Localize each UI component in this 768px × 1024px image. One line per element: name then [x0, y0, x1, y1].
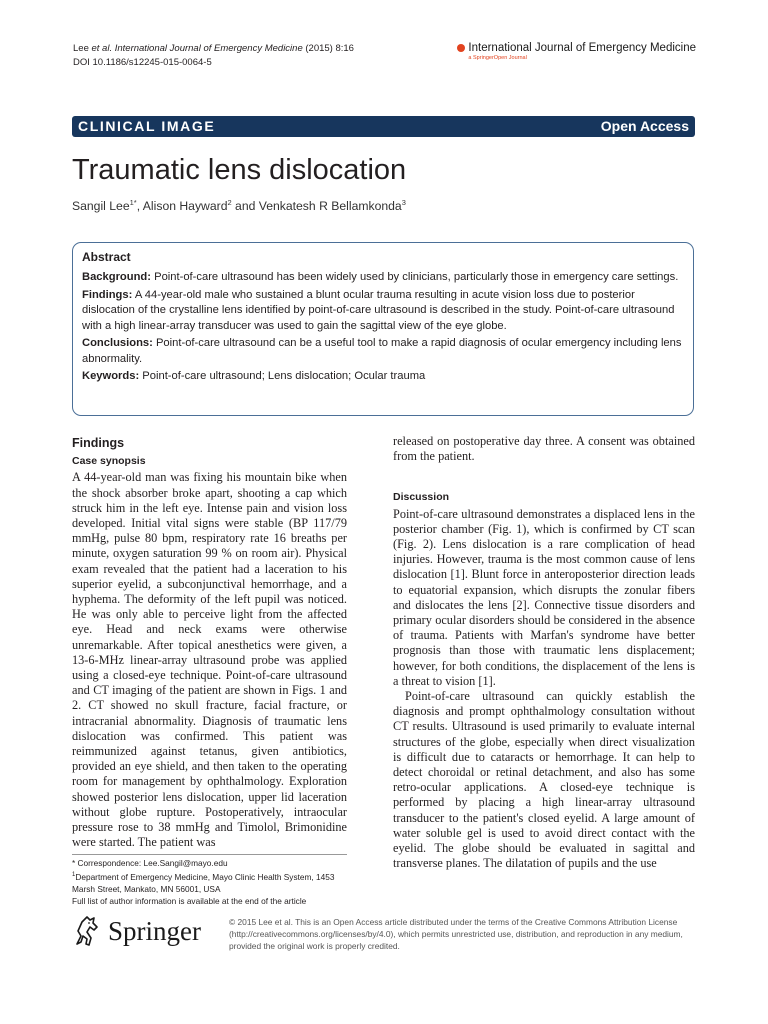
journal-subtitle: a SpringerOpen Journal	[468, 55, 527, 61]
license-text: © 2015 Lee et al. This is an Open Access article distributed under the terms of the Creative Commons Attribution License (http://creativecommons.org/licenses/by/4.0), which permits unrestricted use, distribution, and reproduction in any medium, provided the original work is properly credited.	[229, 917, 683, 951]
citation-header	[73, 42, 354, 70]
article-type-label: CLINICAL IMAGE	[78, 118, 216, 134]
correspondence-email[interactable]: * Correspondence: Lee.Sangil@mayo.edu	[72, 858, 228, 868]
open-access-label: Open Access	[600, 118, 689, 134]
affiliation-note	[72, 869, 357, 895]
abstract-box	[72, 242, 694, 416]
abstract-label: Background:	[82, 271, 151, 283]
abstract-conclusions	[82, 336, 685, 367]
section-spacer	[393, 464, 695, 490]
author-name[interactable]: , Alison Hayward	[136, 199, 228, 214]
subsection-heading-case: Case synopsis	[72, 455, 146, 468]
footnote-divider	[72, 854, 347, 855]
footnotes	[72, 857, 357, 907]
abstract-text: Point-of-care ultrasound has been widely used by clinicians, particularly those in emergency care settings.	[151, 271, 679, 283]
article-title: Traumatic lens dislocation	[72, 154, 407, 186]
author-info-note: Full list of author information is available at the end of the article	[72, 895, 307, 906]
case-continued-text: released on postoperative day three. A consent was obtained from the patient.	[393, 434, 695, 464]
citation-authors: Lee	[73, 43, 92, 54]
abstract-text: A 44-year-old male who sustained a blunt ocular trauma resulting in acute vision loss due to posterior dislocation of the crystalline lens identified by point-of-care ultrasound is described in the study. Point-of-care ultrasound with a high linear-array transducer was used to gain the sagittal view of the eye globe.	[82, 288, 675, 332]
article-type-bar	[72, 116, 695, 137]
abstract-text: Point-of-care ultrasound can be a useful tool to make a rapid diagnosis of ocular emergency including lens abnormality.	[82, 337, 682, 365]
journal-logo[interactable]	[457, 42, 696, 61]
abstract-text: Point-of-care ultrasound; Lens dislocation; Ocular trauma	[139, 370, 426, 382]
journal-name: International Journal of Emergency Medicine	[468, 42, 696, 54]
abstract-heading: Abstract	[82, 250, 131, 264]
affiliation-marker: 1	[72, 872, 76, 878]
abstract-label: Conclusions:	[82, 337, 153, 349]
citation-line	[73, 42, 354, 56]
journal-logo-icon	[457, 44, 465, 52]
springer-logo[interactable]	[72, 914, 201, 948]
springer-horse-icon	[72, 914, 102, 948]
abstract-label: Findings:	[82, 288, 133, 301]
section-heading-findings: Findings	[72, 436, 125, 450]
discussion-paragraph: Point-of-care ultrasound demonstrates a displaced lens in the posterior chamber (Fig. 1), which is confirmed by CT scan (Fig. 2). Lens dislocation is a rare complication of head injuries. However, trauma is the most common cause of lens dislocation [1]. Blunt force in anteroposterior direction leads to equatorial expansion, which disrupts the zonular fibers and dislocates the lens [2]. Connective tissue disorders and primary ocular disorders should be considered in the absence of trauma. Patients with Marfan's syndrome have better prognosis than those with traumatic lens displacement; however, for both conditions, the displacement of the lens is a threat to vision [1].	[393, 506, 695, 688]
right-column	[393, 434, 695, 871]
springer-wordmark: Springer	[108, 915, 201, 946]
author-name[interactable]: Sangil Lee	[72, 199, 130, 214]
citation-journal: et al. International Journal of Emergency Medicine	[91, 43, 303, 54]
doi-link[interactable]: DOI 10.1186/s12245-015-0064-5	[73, 57, 212, 68]
section-heading-discussion: Discussion	[393, 491, 450, 504]
discussion-paragraph: Point-of-care ultrasound can quickly establish the diagnosis and prompt ophthalmology consultation without CT results. Ultrasound is used primarily to evaluate internal structures of the globe, especially when direct visualization is difficult due to cataracts or hemorrhage. It can help to detect choroidal or retinal detachment, and also has some retro-ocular applications. A closed-eye technique is performed by placing a high linear-array ultrasound transducer to the patient's closed eyelid. A large amount of water soluble gel is used to avoid direct contact with the eyelid. The globe should be evaluated in sagittal and transverse planes. The dilatation of pupils and the use	[393, 689, 695, 871]
affiliation-marker: 2	[227, 198, 232, 207]
left-column	[72, 436, 347, 850]
case-synopsis-text: A 44-year-old man was fixing his mountain bike when the shock absorber broke apart, shooting a cap which struck him in the left eye. Intense pain and vision loss developed. Initial vital signs were stable (BP 117/79 mmHg, pulse 80 bpm, respiratory rate 16 breaths per minute, oxygen saturation 99 % on room air). Physical exam revealed that the patient had a laceration to his superior eyelid, a subconjunctival hemorrhage, and a hyphema. The deformity of the left pupil was noticed. He was only able to perceive light from the affected eye. Head and neck exams were otherwise unremarkable. After topical anesthetics were given, a 13-6-MHz linear-array ultrasound probe was applied using a closed-eye technique. Point-of-care ultrasound and CT imaging of the patient are shown in Figs. 1 and 2. CT showed no skull fracture, facial fracture, or intracranial abnormality. Diagnosis of traumatic lens dislocation was confirmed. This patient was reimmunized against tetanus, given antibiotics, provided an eye shield, and then taken to the operating room for management by ophthalmology. Exploration showed posterior lens dislocation, upper lid laceration without globe rupture. Postoperatively, intraocular pressure rose to 38 mmHg and Timolol, Brimonidine were started. The patient was	[72, 470, 347, 850]
abstract-findings	[82, 288, 685, 335]
abstract-label: Keywords:	[82, 370, 140, 382]
author-list	[72, 198, 406, 213]
abstract-keywords	[82, 369, 685, 385]
affiliation-marker: 3	[401, 198, 406, 207]
affiliation-text: Department of Emergency Medicine, Mayo Clinic Health System, 1453 Marsh Street, Mankato, MN 56001, USA	[72, 871, 335, 894]
abstract-background	[82, 270, 685, 286]
author-name[interactable]: and Venkatesh R Bellamkonda	[231, 199, 402, 214]
citation-volume: (2015) 8:16	[302, 43, 354, 54]
journal-name-row	[457, 42, 696, 54]
affiliation-marker: 1*	[129, 198, 137, 207]
